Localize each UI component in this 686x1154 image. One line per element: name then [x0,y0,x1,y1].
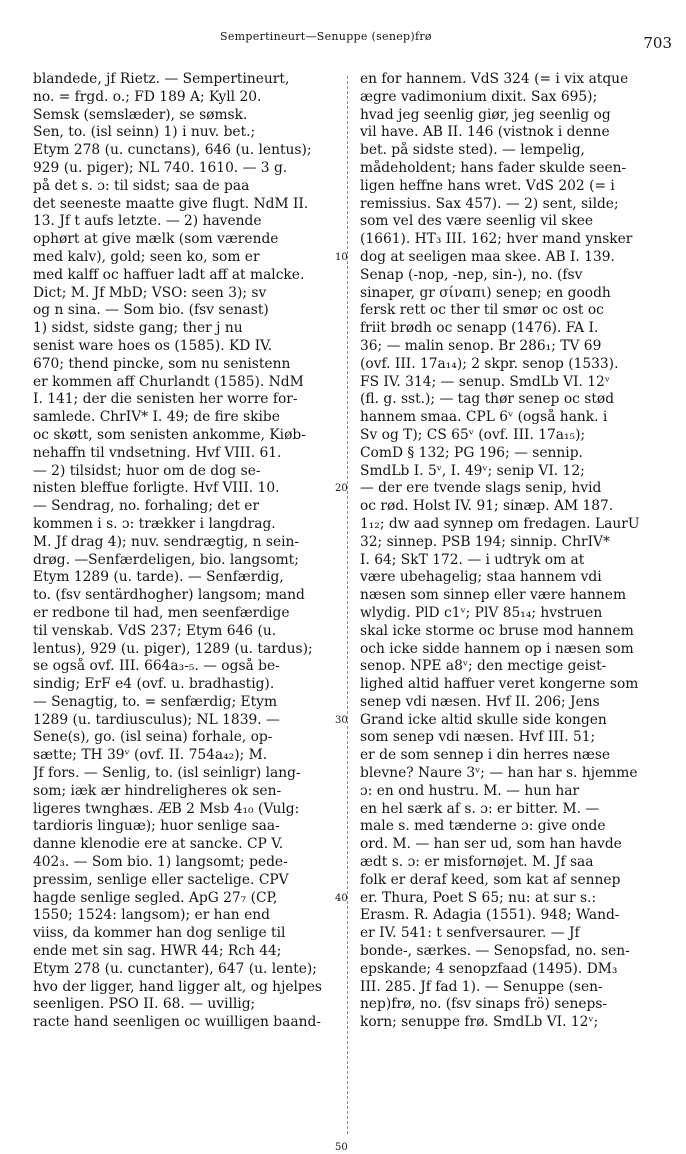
text-line: remissius. Sax 457). — 2) sent, silde; [360,195,619,212]
text-line: epskande; 4 senopzfaad (1495). DM₃ [360,960,618,977]
text-line: viiss, da kommer han dog senlige til [33,925,286,942]
text-line: I. 141; der die senisten her worre for- [33,391,298,408]
text-line: 670; thend pincke, som nu senistenn [33,355,291,372]
text-line: Erasm. R. Adagia (1551). 948; Wand- [360,907,620,924]
text-line: ophørt at give mælk (som værende [33,231,279,248]
text-line: — Sendrag, no. forhaling; det er [33,498,260,515]
text-line: til venskab. VdS 237; Etym 646 (u. [33,622,277,639]
text-line: och icke sidde hannem op i næsen som [360,640,634,657]
text-line: tardioris linguæ); huor senlige saa- [33,818,280,835]
text-line: Sene(s), go. (isl seina) forhale, op- [33,729,273,746]
text-line: 36; — malin senop. Br 286₁; TV 69 [360,337,602,354]
text-line: ligen heffne hans wret. VdS 202 (= i [360,177,615,194]
text-line: Dict; M. Jf MbD; VSO: seen 3); sv [33,284,267,301]
text-line: ende met sin sag. HWR 44; Rch 44; [33,943,282,960]
text-line: korn; senuppe frø. SmdLb VI. 12ᵛ; [360,1014,599,1031]
text-line: 1₁₂; dw aad synnep om fredagen. LaurU [360,515,640,532]
text-line: oc skøtt, som senisten ankomme, Kiøb- [33,426,306,443]
text-line: 402₃. — Som bio. 1) langsomt; pede- [33,854,288,871]
text-line: fersk rett oc ther til smør oc ost oc [360,302,604,319]
text-line: er de som sennep i din herres næse [360,747,611,764]
text-line: seenligen. PSO II. 68. — uvillig; [33,996,256,1013]
text-line: 1) sidst, sidste gang; ther j nu [33,320,243,337]
text-line: Sen, to. (isl seinn) 1) i nuv. bet.; [33,124,256,141]
page-number: 703 [643,34,672,52]
text-line: dog at seeligen maa skee. AB I. 139. [360,248,615,265]
text-line: — Senagtig, to. = senfærdig; Etym [33,693,278,710]
text-line: sinaper, gr σίναπι) senep; en goodh [360,284,611,301]
text-line: hannem smaa. CPL 6ᵛ (også hank. i [360,409,608,426]
text-line: er redbone til had, men seenfærdige [33,604,290,621]
text-line: kommen i s. ɔ: trækker i langdrag. [33,515,276,532]
text-line: se også ovf. III. 664a₃-₅. — også be- [33,658,280,675]
text-line: være ubehagelig; staa hannem vdi [360,569,602,586]
text-line: er. Thura, Poet S 65; nu: at sur s.: [360,889,597,906]
text-line: nehaffn til vndsetning. Hvf VIII. 61. [33,444,282,461]
text-line: ædt s. ɔ: er misfornøjet. M. Jf saa [360,854,594,871]
text-line: 929 (u. piger); NL 740. 1610. — 3 g. [33,159,288,176]
text-line: sindig; ErF e4 (ovf. u. bradhastig). [33,676,275,693]
text-line: FS IV. 314; — senup. SmdLb VI. 12ᵛ [360,373,610,390]
text-line: 1550; 1524: langsom); er han end [33,907,270,924]
text-line: (1661). HT₃ III. 162; hver mand ynsker [360,231,633,248]
text-line: skal icke storme oc bruse mod hannem [360,622,634,639]
text-line: sætte; TH 39ᵛ (ovf. II. 754a₄₂); M. [33,747,268,764]
text-line: Jf fors. — Senlig, to. (isl seinligr) lang- [33,765,301,782]
right-column [360,71,676,1032]
text-line: drøg. —Senfærdeligen, bio. langsomt; [33,551,299,568]
text-line: hvo der ligger, hand ligger alt, og hjelpes [33,978,322,995]
text-line: en hel særk af s. ɔ: er bitter. M. — [360,800,600,817]
text-line: M. Jf drag 4); nuv. sendrægtig, n sein- [33,533,300,550]
text-line: oc rød. Holst IV. 91; sinæp. AM 187. [360,498,614,515]
text-line: male s. med tænderne ɔ: give onde [360,818,606,835]
text-line: III. 285. Jf fad 1). — Senuppe (sen- [360,978,603,995]
text-line: Sv og T); CS 65ᵛ (ovf. III. 17a₁₅); [360,426,586,443]
margin-line-number: 40 [335,892,348,904]
left-column [33,71,345,1032]
text-line: som; iæk ær hindreligheres ok sen- [33,782,282,799]
text-line: det seeneste maatte give flugt. NdM II. [33,195,309,212]
text-line: lighed altid haffuer veret kongerne som [360,676,639,693]
margin-line-number: 20 [335,483,348,495]
text-line: er IV. 541: t senfversaurer. — Jf [360,925,580,942]
text-line: ɔ: en ond hustru. M. — hun har [360,782,580,799]
text-line: ord. M. — han ser ud, som han havde [360,836,622,853]
text-line: Etym 278 (u. cunctanter), 647 (u. lente); [33,960,317,977]
text-line: lentus), 929 (u. piger), 1289 (u. tardus); [33,640,313,657]
text-line: blandede, jf Rietz. — Sempertineurt, [33,71,290,87]
text-line: Semsk (semslæder), se sømsk. [33,106,248,123]
text-line: Etym 1289 (u. tarde). — Senfærdig, [33,569,284,586]
text-line: samlede. ChrIV* I. 49; de fire skibe [33,409,280,426]
text-line: senop. NPE a8ᵛ; den mectige geist- [360,658,607,675]
text-line: 1289 (u. tardiusculus); NL 1839. — [33,711,280,728]
text-line: Grand icke altid skulle side kongen [360,711,607,728]
text-line: hagde senlige segled. ApG 27₇ (CP, [33,889,278,906]
text-line: — 2) tilsidst; huor om de dog se- [33,462,261,479]
text-line: som vel des være seenlig vil skee [360,213,594,230]
text-line: (fl. g. sst.); — tag thør senep oc stød [360,391,615,408]
text-line: folk er deraf keed, som kat af sennep [360,871,621,888]
text-line: nisten bleffue forligte. Hvf VIII. 10. [33,480,280,497]
text-line: to. (fsv sentärdhogher) langsom; mand [33,587,305,604]
text-line: bonde-, særkes. — Senopsfad, no. sen- [360,943,630,960]
text-line: danne klenodie ere at sancke. CP V. [33,836,284,853]
text-line: (ovf. III. 17a₁₄); 2 skpr. senop (1533). [360,355,619,372]
text-line: med kalff oc haffuer ladt aff at malcke. [33,266,305,283]
text-line: vil have. AB II. 146 (vistnok i denne [360,124,610,141]
text-line: næsen som sinnep eller være hannem [360,587,627,604]
text-line: friit brødh oc senapp (1476). FA I. [360,320,599,337]
text-line: ComD § 132; PG 196; — sennip. [360,444,583,461]
text-line: I. 64; SkT 172. — i udtryk om at [360,551,585,568]
text-line: Etym 278 (u. cunctans), 646 (u. lentus); [33,142,312,159]
text-line: 32; sinnep. PSB 194; sinnip. ChrIV* [360,533,610,550]
text-line: Senap (-nop, -nep, sin-), no. (fsv [360,266,583,283]
text-line: som senep vdi næsen. Hvf III. 51; [360,729,596,746]
text-line: er kommen aff Churlandt (1585). NdM [33,373,304,390]
text-line: mådeholdent; hans fader skulde seen- [360,159,627,176]
text-line: nep)frø, no. (fsv sinaps frö) senеps- [360,996,608,1013]
text-line: ægre vadimonium dixit. Sax 695); [360,88,598,105]
margin-line-number: 30 [335,714,348,726]
text-line: på det s. ɔ: til sidst; saa de paa [33,177,250,194]
text-line: senist ware hoes os (1585). KD IV. [33,337,273,354]
text-line: hvad jeg seenlig giør, jeg seenlig og [360,106,611,123]
text-line: no. = frgd. o.; FD 189 A; Kyll 20. [33,88,262,105]
text-line: 13. Jf t aufs letzte. — 2) havende [33,213,262,230]
text-line: — der ere tvende slags senip, hvid [360,480,602,497]
text-line: en for hannem. VdS 324 (= i vix atque [360,71,629,87]
text-line: og n sina. — Som bio. (fsv senast) [33,302,269,319]
text-line: ligeres twnghæs. ÆB 2 Msb 4₁₀ (Vulg: [33,800,300,817]
text-line: bet. på sidste sted). — lempelig, [360,142,585,159]
running-head: Sempertineurt—Senuppe (senep)frø [220,30,432,43]
margin-line-number: 10 [335,252,348,263]
margin-line-number: 50 [335,1142,348,1153]
text-line: blevne? Naure 3ᵛ; — han har s. hjemme [360,765,638,782]
text-line: med kalv), gold; seen ko, som er [33,248,260,265]
text-line: SmdLb I. 5ᵛ, I. 49ᵛ; senip VI. 12; [360,462,585,479]
text-line: racte hand seenligen oc wuilligen baand- [33,1014,321,1031]
text-line: wlydig. PlD c1ᵛ; PlV 85₁₄; hvstruen [360,604,603,621]
text-line: pressim, senlige eller sactelige. CPV [33,871,289,888]
column-divider [347,76,348,1134]
text-line: senep vdi næsen. Hvf II. 206; Jens [360,693,600,710]
